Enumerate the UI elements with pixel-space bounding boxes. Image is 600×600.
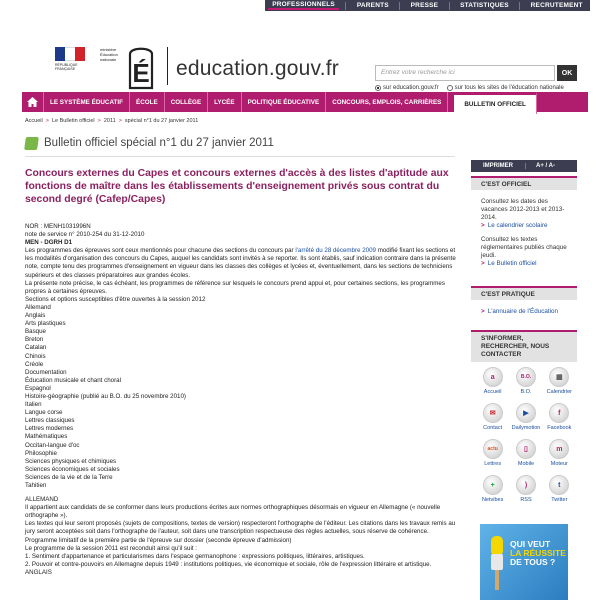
list-item: Histoire-géographie (publié au B.O. du 25 novembre 2010)	[25, 392, 186, 400]
arrete-link[interactable]: l'arrêté du 28 décembre 2009	[295, 247, 376, 255]
icon-glyph: f	[558, 409, 561, 417]
icon-glyph: )	[524, 481, 528, 489]
list-item: Philosophie	[25, 449, 57, 457]
nav-bulletin-officiel[interactable]: BULLETIN OFFICIEL	[454, 92, 537, 114]
divider	[399, 2, 400, 10]
promo-line: DE TOUS ?	[510, 557, 556, 567]
mail-icon	[483, 403, 503, 423]
main-nav	[22, 92, 588, 112]
breadcrumb-separator-icon: >	[118, 118, 122, 124]
topnav-professionnels[interactable]: PROFESSIONNELS	[268, 1, 339, 10]
icon-label: Accueil	[483, 389, 502, 395]
icon-glyph: ▯	[524, 446, 528, 453]
mobile-icon	[516, 439, 536, 459]
paragraph: Les textes qui leur seront proposés (sujets de compositions, textes de version) respecteront l'orthographe de l'éditeur. Les citations dans les travaux remis au jury seront acceptées soit dans l'orthographe de l'auteur, soit dans une transcription respectueuse des règles actuelles, sous réserve de cohérence.	[25, 520, 456, 536]
scope-site-label: sur education.gouv.fr	[383, 85, 439, 91]
paragraph: 2. Pouvoir et contre-pouvoirs en Allemagne depuis 1949 : institutions politiques, vie économique et sociale, rôle de l'expression littéraire et artistique.	[25, 560, 432, 568]
icon-label: Netvibes	[481, 497, 504, 503]
co-text-2: Consultez les textes réglementaires publiés chaque jeudi.	[481, 236, 567, 259]
site-name[interactable]: education.gouv.fr	[176, 57, 339, 80]
moteur-shortcut[interactable]	[543, 439, 576, 467]
french-flag-icon	[55, 47, 85, 61]
list-item: Breton	[25, 336, 44, 344]
icon-glyph: actu	[487, 446, 498, 452]
print-button[interactable]: IMPRIMER	[471, 163, 526, 169]
top-utility-menu	[265, 0, 590, 11]
divider	[449, 2, 450, 10]
list-item: Allemand	[25, 303, 51, 311]
site-header	[0, 12, 600, 90]
icon-label: Calendrier	[546, 389, 572, 395]
sections-list	[25, 304, 460, 490]
breadcrumb-separator-icon: >	[45, 118, 49, 124]
list-item: Sciences physiques et chimiques	[25, 457, 117, 465]
icon-label: Lettres	[484, 461, 502, 467]
promo-banner[interactable]	[480, 524, 568, 600]
icon-label: B.O.	[520, 389, 532, 395]
breadcrumb-accueil[interactable]: Accueil	[25, 118, 43, 124]
radio-selected-icon[interactable]	[375, 85, 381, 91]
list-item: Catalan	[25, 344, 47, 352]
promo-text	[510, 540, 566, 567]
search-button[interactable]: OK	[557, 65, 577, 81]
icon-label: Moteur	[550, 461, 568, 467]
search-scope	[375, 85, 564, 91]
list-item: Basque	[25, 328, 46, 336]
rss-icon	[516, 475, 536, 495]
search-input[interactable]: Entrez votre recherche ici	[375, 65, 555, 81]
icon-label: Twitter	[551, 497, 568, 503]
annuaire-link[interactable]	[481, 308, 567, 316]
header-divider	[167, 47, 168, 85]
paragraph: Programme limitatif de la première partie de l'épreuve sur dossier (seconde épreuve d'admission)	[25, 536, 292, 544]
twitter-icon	[549, 475, 569, 495]
co-text-1: Consultez les dates des vacances 2012-2013 et 2013-2014.	[481, 198, 565, 221]
nav-lycee[interactable]: LYCÉE	[208, 92, 241, 112]
cest-officiel-box	[471, 198, 577, 268]
cest-officiel-heading: C'EST OFFICIEL	[471, 176, 577, 190]
contact-shortcut[interactable]	[476, 403, 509, 431]
breadcrumb-bulletin[interactable]: Le Bulletin officiel	[51, 118, 95, 124]
calendar-icon	[549, 367, 569, 387]
mobile-shortcut[interactable]	[509, 439, 542, 467]
list-item: Documentation	[25, 368, 67, 376]
paragraph-text: Les programmes des épreuves sont ceux mentionnés pour chacune des sections du concours par	[25, 247, 296, 255]
republic-text: RÉPUBLIQUE FRANÇAISE	[55, 63, 78, 71]
paragraph: La présente note précise, le cas échéant, les programmes de référence sur lesquels le concours prend appui et, pour certaines sections, les programmes propres à certaines épreuves.	[25, 279, 445, 295]
nor-reference: NOR : MENH1031996N	[25, 223, 91, 230]
section-heading-allemand: ALLEMAND	[25, 496, 59, 504]
arrow-right-icon: >	[481, 308, 485, 315]
breadcrumb	[25, 118, 198, 124]
breadcrumb-current: spécial n°1 du 27 janvier 2011	[124, 118, 199, 124]
paragraph: 1. Sentiment d'appartenance et particularismes dans l'espace germanophone : expressions politiques, littéraires, artistiques.	[25, 552, 365, 560]
list-item: Anglais	[25, 312, 46, 320]
article-title: Concours externes du Capes et concours externes d'accès à des listes d'aptitude aux fonctions de maître dans les établissements d'enseignement privés sous contrat du second degré (Cafep/Capes)	[25, 168, 449, 205]
text-size-button[interactable]: A+ / A-	[536, 163, 555, 169]
list-item: Occitan-langue d'oc	[25, 441, 80, 449]
accueil-icon	[483, 367, 503, 387]
topnav-presse[interactable]: PRESSE	[410, 2, 439, 9]
list-item: Lettres modernes	[25, 425, 74, 433]
list-item: Arts plastiques	[25, 320, 66, 328]
list-item: Italien	[25, 401, 42, 409]
icon-glyph: ▦	[556, 374, 563, 381]
ministry-text: ministère Éducation nationale	[100, 47, 118, 62]
divider	[519, 2, 520, 10]
page-title: Bulletin officiel spécial n°1 du 27 janvier 2011	[44, 137, 274, 149]
list-item: Lettres classiques	[25, 417, 75, 425]
topnav-recrutement[interactable]: RECRUTEMENT	[530, 2, 583, 9]
article-body	[25, 223, 460, 577]
nav-college[interactable]: COLLÈGE	[165, 92, 208, 112]
men-reference: MEN - DGRH D1	[25, 239, 73, 247]
list-item: Sciences de la vie et de la Terre	[25, 473, 113, 481]
social-icons-grid	[476, 367, 576, 503]
breadcrumb-separator-icon: >	[97, 118, 101, 124]
informer-heading: S'INFORMER, RECHERCHER, NOUS CONTACTER	[471, 330, 577, 362]
paragraph-text: modifié fixant les sections et les modalités d'organisation des concours du Capes, auquel les candidats sont invités à se reporter. Ils sont établis, sauf indication contraire dans la présente note, compte tenu des programmes d'enseignement en vigueur dans les classes des collèges et lycées et, éventuellement, dans les sections de techniciens supérieurs et des classes préparatoires aux grandes écoles.	[25, 247, 456, 279]
list-item: Éducation musicale et chant choral	[25, 376, 121, 384]
republique-logo[interactable]	[55, 47, 85, 81]
promo-line: LA RÉUSSITE	[510, 548, 566, 558]
list-item: Espagnol	[25, 384, 51, 392]
icon-glyph: B.O.	[520, 374, 532, 380]
paragraph: Il appartient aux candidats de se conformer dans leurs productions écrites aux normes orthographiques désormais en vigueur en Allemagne (« nouvelle orthographe »).	[25, 504, 441, 520]
facebook-shortcut[interactable]	[543, 403, 576, 431]
search-engine-icon	[549, 439, 569, 459]
link-label: L'annuaire de l'Éducation	[487, 308, 559, 315]
paragraph: Le programme de la session 2011 est reconduit ainsi qu'il suit :	[25, 544, 198, 552]
netvibes-icon	[483, 475, 503, 495]
svg-text:É: É	[132, 58, 150, 88]
list-item: Mathématiques	[25, 433, 68, 441]
calendrier-shortcut[interactable]	[543, 367, 576, 395]
bo-shortcut[interactable]	[509, 367, 542, 395]
nav-ecole[interactable]: ÉCOLE	[130, 92, 165, 112]
list-item: Chinois	[25, 352, 46, 360]
promo-line: QUI VEUT	[510, 539, 551, 549]
divider	[25, 156, 455, 157]
topnav-statistiques[interactable]: STATISTIQUES	[460, 2, 509, 9]
play-icon	[516, 403, 536, 423]
section-heading-anglais: ANGLAIS	[25, 568, 52, 576]
top-utility-bar	[0, 0, 600, 12]
icon-label: RSS	[520, 497, 532, 503]
bulletin-icon	[24, 137, 39, 150]
icon-glyph: a	[490, 373, 495, 381]
calendrier-scolaire-link[interactable]	[481, 222, 567, 230]
cest-pratique-box	[471, 308, 577, 316]
home-button[interactable]	[22, 92, 44, 112]
arrow-right-icon: >	[481, 222, 485, 229]
list-item: Tahitien	[25, 482, 47, 489]
netvibes-shortcut[interactable]	[476, 475, 509, 503]
list-item: Sciences économiques et sociales	[25, 465, 120, 473]
bulletin-officiel-link[interactable]	[481, 260, 567, 268]
icon-glyph: t	[558, 481, 561, 489]
paragraph	[25, 247, 460, 279]
divider	[345, 2, 346, 10]
facebook-icon	[549, 403, 569, 423]
scope-option-all[interactable]	[447, 85, 564, 91]
topnav-parents[interactable]: PARENTS	[356, 2, 389, 9]
rss-shortcut[interactable]	[509, 475, 542, 503]
cest-pratique-heading: C'EST PRATIQUE	[471, 286, 577, 300]
note-reference: note de service n° 2010-254 du 31-12-2010	[25, 231, 145, 239]
link-label: Le calendrier scolaire	[487, 222, 548, 229]
accueil-shortcut[interactable]	[476, 367, 509, 395]
nav-systeme-educatif[interactable]: LE SYSTÈME ÉDUCATIF	[44, 92, 130, 112]
sections-heading: Sections et options susceptibles d'être ouvertes à la session 2012	[25, 295, 206, 303]
radio-icon[interactable]	[447, 85, 453, 91]
page-tools-bar	[471, 160, 577, 172]
icon-label: Facebook	[547, 425, 572, 431]
bo-icon	[516, 367, 536, 387]
home-icon	[27, 97, 38, 107]
nav-politique-educative[interactable]: POLITIQUE ÉDUCATIVE	[242, 92, 327, 112]
list-item: Langue corse	[25, 409, 63, 417]
link-label: Le Bulletin officiel	[487, 260, 537, 267]
icon-glyph: ✉	[489, 410, 496, 417]
nav-concours[interactable]: CONCOURS, EMPLOIS, CARRIÈRES	[326, 92, 448, 112]
page-title-row	[25, 133, 274, 153]
lettres-shortcut[interactable]	[476, 439, 509, 467]
icon-label: Dailymotion	[511, 425, 541, 431]
list-item: Créole	[25, 360, 44, 368]
dailymotion-shortcut[interactable]	[509, 403, 542, 431]
icon-glyph: ▶	[523, 410, 529, 417]
twitter-shortcut[interactable]	[543, 475, 576, 503]
scope-option-site[interactable]	[375, 85, 439, 91]
news-icon	[483, 439, 503, 459]
arrow-right-icon: >	[481, 260, 485, 267]
scope-all-label: sur tous les sites de l'éducation nationale	[454, 85, 564, 91]
icon-glyph: +	[490, 481, 495, 489]
education-e-logo-icon[interactable]	[122, 42, 160, 92]
breadcrumb-2011[interactable]: 2011	[103, 118, 116, 124]
icon-label: Mobile	[517, 461, 535, 467]
ice-cream-icon	[488, 534, 506, 594]
icon-label: Contact	[483, 425, 503, 431]
icon-glyph: m	[556, 445, 563, 453]
